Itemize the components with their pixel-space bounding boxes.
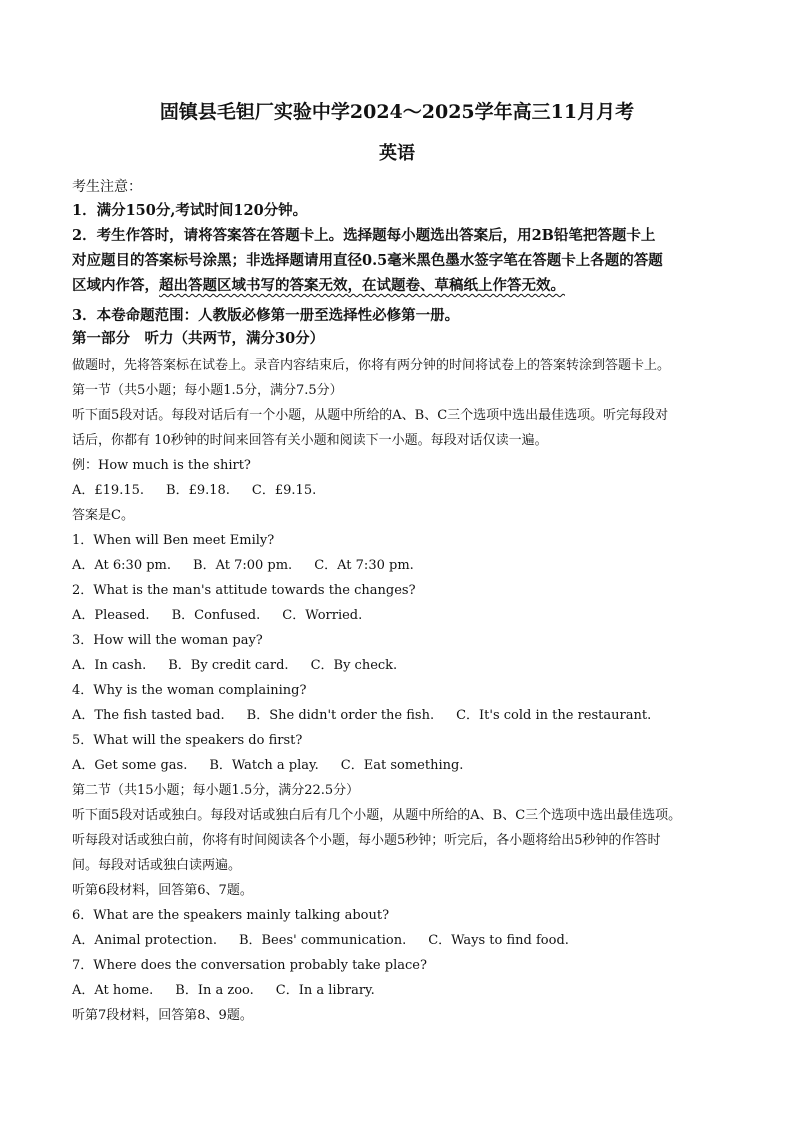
- question-2-options: [72, 607, 362, 625]
- question-6: 6．What are the speakers mainly talking about?: [72, 908, 390, 923]
- q6-option-c: C．Ways to find food.: [428, 933, 569, 948]
- question-7-options: [72, 982, 375, 1000]
- section1-heading: 第一节（共5小题；每小题1.5分，满分7.5分）: [72, 383, 343, 398]
- q1-option-a: A．At 6:30 pm.: [72, 558, 172, 573]
- notice-warning-underlined: 超出答题区域书写的答案无效，在试题卷、草稿纸上作答无效。: [159, 277, 565, 294]
- part1-intro: 做题时，先将答案标在试卷上。录音内容结束后，你将有两分钟的时间将试卷上的答案转涂到答题卡上。: [72, 358, 671, 373]
- q4-option-c: C．It's cold in the restaurant.: [456, 708, 652, 723]
- section1-instruction-line-1: 听下面5段对话。每段对话后有一个小题，从题中所给的A、B、C三个选项中选出最佳选项。听完每段对: [72, 408, 669, 423]
- q1-option-b: B．At 7:00 pm.: [193, 558, 293, 573]
- question-3: 3．How will the woman pay?: [72, 633, 263, 648]
- example-answer: 答案是C。: [72, 508, 134, 523]
- q3-option-b: B．By credit card.: [168, 658, 289, 673]
- q3-option-a: A．In cash.: [72, 658, 147, 673]
- section2-instruction-line-2: 听每段对话或独白前，你将有时间阅读各个小题，每小题5秒钟；听完后，各小题将给出5秒钟的作答时: [72, 833, 661, 848]
- notice-item-2-line-3-start: 区域内作答，: [72, 277, 159, 294]
- subject-title: 英语: [379, 143, 415, 164]
- section1-instruction-line-2: 话后，你都有 10秒钟的时间来回答有关小题和阅读下一小题。每段对话仅读一遍。: [72, 433, 548, 448]
- section2-heading: 第二节（共15小题；每小题1.5分，满分22.5分）: [72, 783, 360, 798]
- material-6-heading: 听第6段材料，回答第6、7题。: [72, 883, 253, 898]
- q7-option-b: B．In a zoo.: [175, 983, 254, 998]
- question-3-options: [72, 657, 397, 675]
- q5-option-c: C．Eat something.: [340, 758, 464, 773]
- material-7-heading: 听第7段材料，回答第8、9题。: [72, 1008, 253, 1023]
- q5-option-b: B．Watch a play.: [209, 758, 319, 773]
- question-7: 7．Where does the conversation probably take place?: [72, 958, 427, 973]
- notice-item-2-line-3: [72, 277, 565, 295]
- q5-option-a: A．Get some gas.: [72, 758, 188, 773]
- q4-option-a: A．The fish tasted bad.: [72, 708, 225, 723]
- question-4: 4．Why is the woman complaining?: [72, 683, 307, 698]
- notice-item-2-line-1: 2．考生作答时，请将答案答在答题卡上。选择题每小题选出答案后，用2B铅笔把答题卡上: [72, 227, 656, 244]
- q1-option-c: C．At 7:30 pm.: [314, 558, 414, 573]
- q2-option-a: A．Pleased.: [72, 608, 150, 623]
- question-1: 1．When will Ben meet Emily?: [72, 533, 275, 548]
- section2-instruction-line-1: 听下面5段对话或独白。每段对话或独白后有几个小题，从题中所给的A、B、C三个选项中选出最佳选项。: [72, 808, 682, 823]
- example-option-b: B．£9.18.: [166, 483, 230, 498]
- question-5: 5．What will the speakers do first?: [72, 733, 303, 748]
- question-5-options: [72, 757, 463, 775]
- exam-title: 固镇县毛钽厂实验中学2024～2025学年高三11月月考: [159, 101, 635, 123]
- notice-heading: 考生注意：: [72, 179, 142, 195]
- question-6-options: [72, 932, 569, 950]
- q7-option-a: A．At home.: [72, 983, 154, 998]
- q2-option-c: C．Worried.: [282, 608, 363, 623]
- example-option-a: A．£19.15.: [72, 483, 145, 498]
- q6-option-b: B．Bees' communication.: [238, 933, 407, 948]
- q2-option-b: B．Confused.: [171, 608, 261, 623]
- q7-option-c: C．In a library.: [275, 983, 375, 998]
- question-1-options: [72, 557, 414, 575]
- question-2: 2．What is the man's attitude towards the changes?: [72, 583, 416, 598]
- q3-option-c: C．By check.: [310, 658, 398, 673]
- example-options: [72, 482, 316, 500]
- notice-item-1: 1．满分150分,考试时间120分钟。: [72, 202, 308, 219]
- section2-instruction-line-3: 间。每段对话或独白读两遍。: [72, 858, 242, 873]
- example-question: 例：How much is the shirt?: [72, 458, 251, 473]
- q4-option-b: B．She didn't order the fish.: [246, 708, 435, 723]
- q6-option-a: A．Animal protection.: [72, 933, 217, 948]
- notice-item-3: 3．本卷命题范围：人教版必修第一册至选择性必修第一册。: [72, 307, 460, 324]
- part1-heading: 第一部分 听力（共两节，满分30分）: [72, 330, 325, 347]
- example-option-c: C．£9.15.: [251, 483, 317, 498]
- notice-item-2-line-2: 对应题目的答案标号涂黑；非选择题请用直径0.5毫米黑色墨水签字笔在答题卡上各题的答题: [72, 252, 663, 269]
- question-4-options: [72, 707, 651, 725]
